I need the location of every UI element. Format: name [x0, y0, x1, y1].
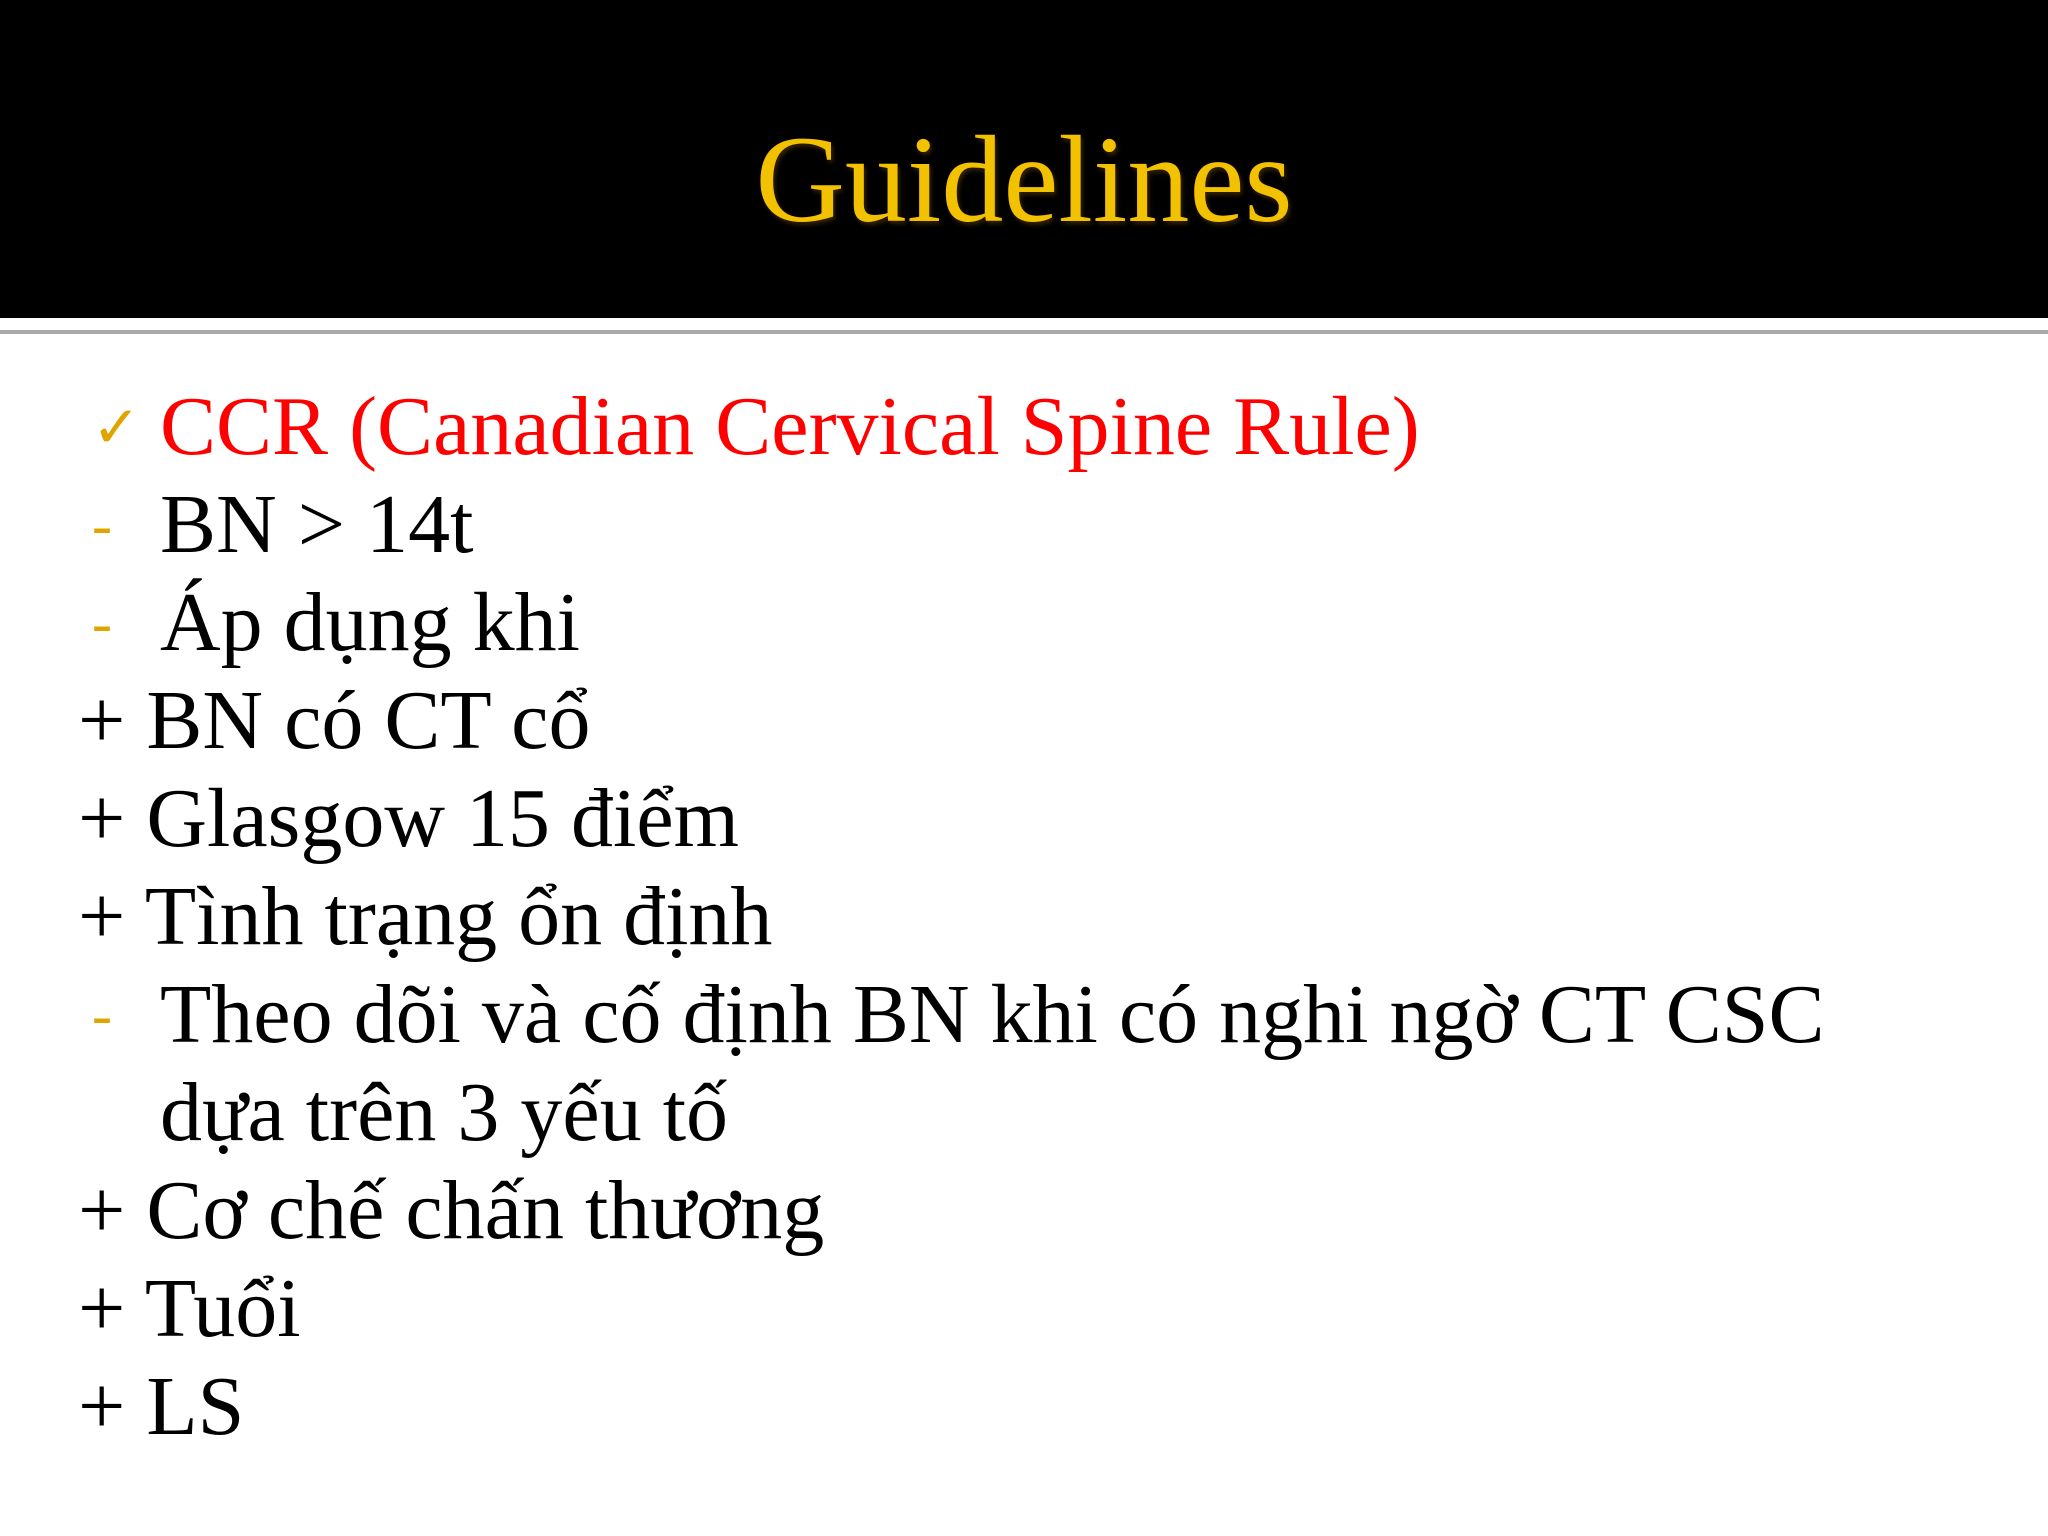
title-divider: [0, 330, 2048, 334]
sub-item-clinical: + LS: [78, 1360, 245, 1453]
bullet-monitor: Theo dõi và cố định BN khi có nghi ngờ CT CSC: [160, 968, 1825, 1061]
sub-item-age: + Tuổi: [78, 1262, 301, 1355]
bullet-age: BN > 14t: [160, 478, 474, 571]
bullet-apply-when: Áp dụng khi: [160, 576, 580, 669]
sub-item-cervical-injury: + BN có CT cổ: [78, 674, 591, 767]
dash-marker: -: [92, 982, 112, 1048]
sub-item-glasgow: + Glasgow 15 điểm: [78, 772, 739, 865]
dash-marker: -: [92, 492, 112, 558]
bullet-monitor-continued: dựa trên 3 yếu tố: [160, 1066, 729, 1159]
dash-marker: -: [92, 590, 112, 656]
sub-item-stable: + Tình trạng ổn định: [78, 870, 773, 963]
sub-item-mechanism: + Cơ chế chấn thương: [78, 1164, 825, 1257]
title-bar: [0, 0, 2048, 318]
slide-title: Guidelines: [755, 111, 1293, 248]
check-icon: ✓: [92, 393, 141, 461]
bullet-ccr: CCR (Canadian Cervical Spine Rule): [160, 380, 1420, 473]
